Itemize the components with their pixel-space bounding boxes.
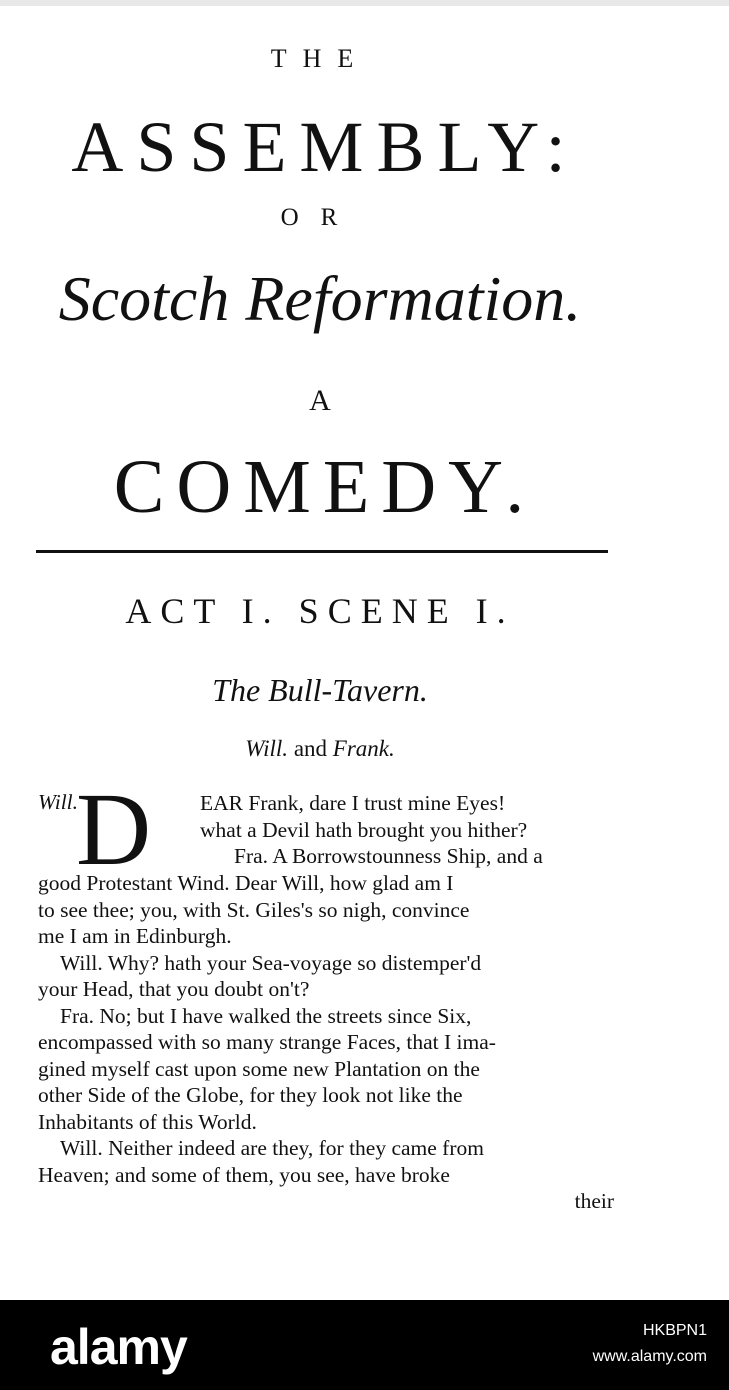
text-line: me I am in Edinburgh.	[38, 924, 232, 948]
opening-line-1: EAR Frank, dare I trust mine Eyes!	[200, 791, 506, 815]
title-comedy: COMEDY.	[113, 445, 537, 529]
drop-cap: D	[76, 772, 152, 887]
text-line: Will. Neither indeed are they, for they came from	[60, 1136, 484, 1160]
opening-speaker: Will.	[38, 790, 79, 814]
text-line: Fra. No; but I have walked the streets since Six,	[60, 1003, 472, 1028]
title-subtitle: Scotch Reformation.	[58, 263, 582, 334]
image-id: HKBPN1	[642, 1322, 707, 1339]
scene-place: The Bull-Tavern.	[212, 672, 428, 708]
text-line: your Head, that you doubt on't?	[38, 977, 310, 1001]
text-line: Inhabitants of this World.	[38, 1109, 257, 1134]
text-line: to see thee; you, with St. Giles's so nigh, convince	[38, 897, 470, 922]
horizontal-rule	[36, 550, 608, 553]
text-line: encompassed with so many strange Faces, that I ima-	[38, 1030, 496, 1054]
title-assembly: ASSEMBLY:	[71, 107, 579, 187]
site-url: www.alamy.com	[592, 1348, 707, 1365]
text-line: gined myself cast upon some new Plantation on the	[38, 1056, 480, 1081]
text-line: other Side of the Globe, for they look not like the	[38, 1083, 463, 1107]
title-a: A	[309, 384, 331, 417]
opening-line-2: what a Devil hath brought you hither?	[200, 817, 528, 842]
persons-and: and	[293, 736, 328, 761]
play-text	[38, 870, 614, 1215]
text-line: good Protestant Wind. Dear Will, how glad am I	[38, 871, 454, 895]
text-line: Will. Why? hath your Sea-voyage so distemper'd	[60, 950, 482, 975]
scene-persons	[0, 736, 640, 762]
opening-lines	[200, 790, 614, 870]
title-the: THE	[270, 44, 370, 73]
text-line: Heaven; and some of them, you see, have broke	[38, 1162, 450, 1187]
alamy-logo: alamy	[50, 1319, 187, 1375]
act-heading: ACT I. SCENE I.	[125, 591, 515, 631]
title-or: OR	[280, 204, 360, 231]
person-frank: Frank.	[332, 736, 395, 761]
opening-line-3: Fra. A Borrowstounness Ship, and a	[234, 844, 543, 868]
catchword: their	[574, 1189, 614, 1213]
person-will: Will.	[245, 736, 289, 761]
